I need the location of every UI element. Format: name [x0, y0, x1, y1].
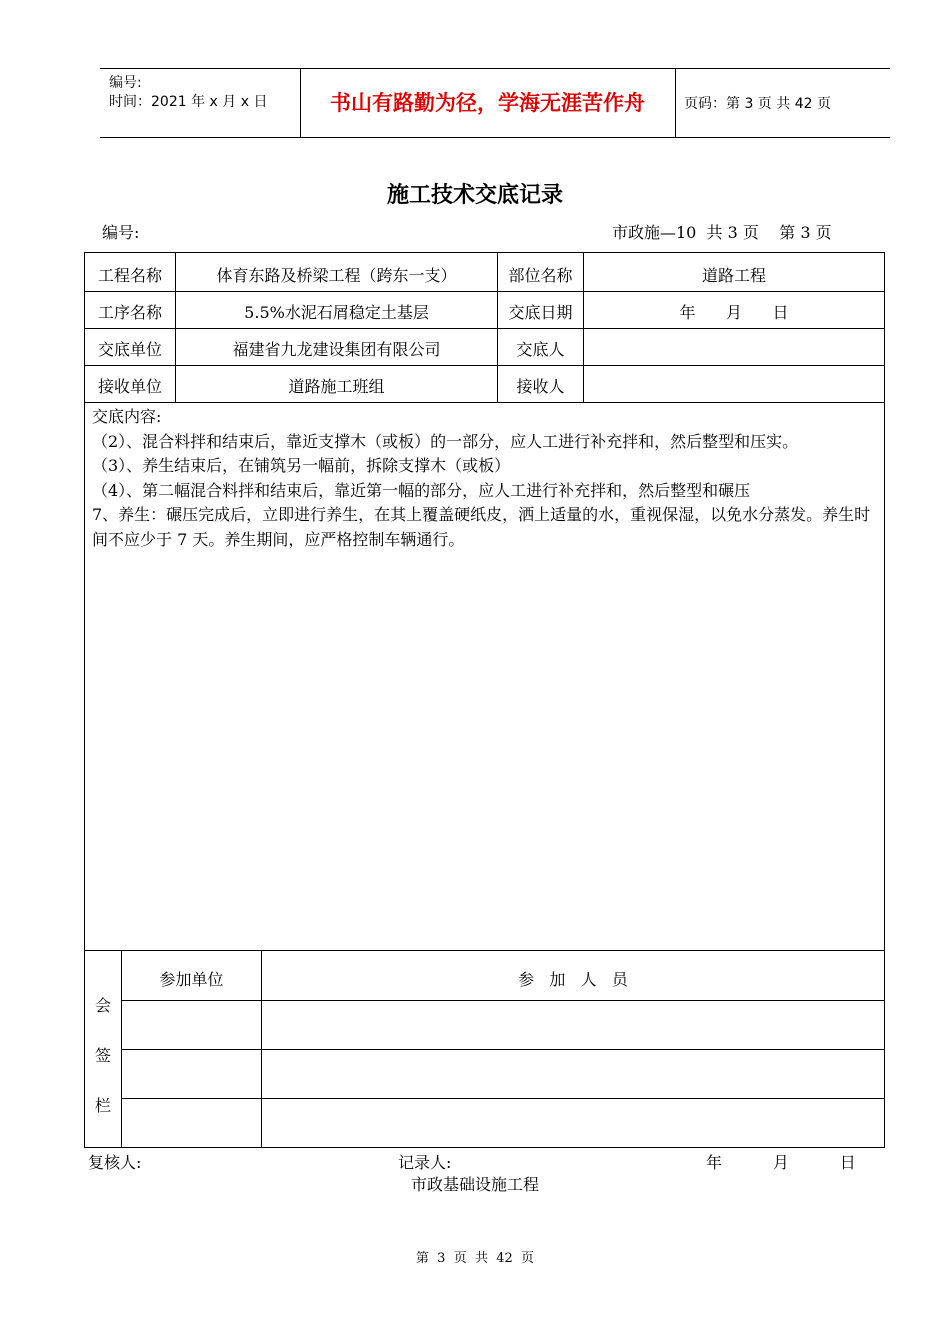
process-name-label: 工序名称 — [97, 303, 162, 322]
process-name-value: 5.5%水泥石屑稳定土基层 — [244, 303, 429, 322]
content-line: 7、养生：碾压完成后，立即进行养生，在其上覆盖硬纸皮，洒上适量的水，重视保湿，以免水分蒸发。养生时间不应少于 7 天。养生期间，应严格控制车辆通行。 — [92, 505, 871, 549]
document-code-label: 编号: — [102, 223, 140, 242]
header-motto: 书山有路勤为径，学海无涯苦作舟 — [330, 91, 645, 115]
handover-date-value: 年 月 日 — [679, 303, 789, 322]
page-number: 第 3 页 共 42 页 — [415, 1251, 535, 1266]
handover-content — [92, 405, 880, 552]
header-info-cell — [100, 69, 301, 137]
recorder-label: 记录人: — [398, 1153, 452, 1172]
content-line: （3）、养生结束后，在铺筑另一幅前，拆除支撑木（或板） — [92, 456, 511, 475]
header-page-code: 页码：第 3 页 共 42 页 — [684, 96, 831, 112]
footer-project: 市政基础设施工程 — [410, 1175, 539, 1194]
handover-person-label: 交底人 — [516, 340, 565, 359]
receiving-unit-value: 道路施工班组 — [288, 377, 385, 396]
handover-record-table — [84, 252, 885, 1148]
sign-section-char: 栏 — [94, 1096, 111, 1115]
section-name-label: 部位名称 — [508, 266, 573, 285]
participating-unit-header: 参加单位 — [159, 970, 224, 989]
document-title: 施工技术交底记录 — [386, 182, 563, 208]
content-heading: 交底内容: — [92, 407, 162, 426]
section-name-value: 道路工程 — [701, 266, 766, 285]
handover-date-label: 交底日期 — [508, 303, 573, 322]
sign-section-char: 签 — [94, 1046, 111, 1065]
handover-unit-label: 交底单位 — [97, 340, 162, 359]
content-line: （2）、混合料拌和结束后，靠近支撑木（或板）的一部分，应人工进行补充拌和，然后整型和压实。 — [92, 431, 799, 451]
handover-unit-value: 福建省九龙建设集团有限公司 — [232, 340, 441, 359]
header-page-cell — [675, 69, 891, 137]
content-line: （4）、第二幅混合料拌和结束后，靠近第一幅的部分，应人工进行补充拌和，然后整型和碾压 — [92, 480, 751, 500]
header-number-label: 编号: — [109, 75, 142, 91]
footer-date: 年 月 日 — [706, 1153, 856, 1172]
receiving-unit-label: 接收单位 — [97, 377, 162, 396]
sign-section-char: 会 — [94, 996, 111, 1015]
receiver-label: 接收人 — [516, 377, 565, 396]
participants-header: 参 加 人 员 — [518, 970, 628, 989]
page-header — [100, 68, 890, 138]
project-name-label: 工程名称 — [97, 266, 162, 285]
document-reference: 市政施—10 共 3 页 第 3 页 — [612, 223, 832, 242]
header-time-label: 时间：2021 年 x 月 x 日 — [109, 94, 268, 110]
project-name-value: 体育东路及桥梁工程（跨东一支） — [216, 266, 457, 285]
reviewer-label: 复核人: — [88, 1153, 142, 1172]
